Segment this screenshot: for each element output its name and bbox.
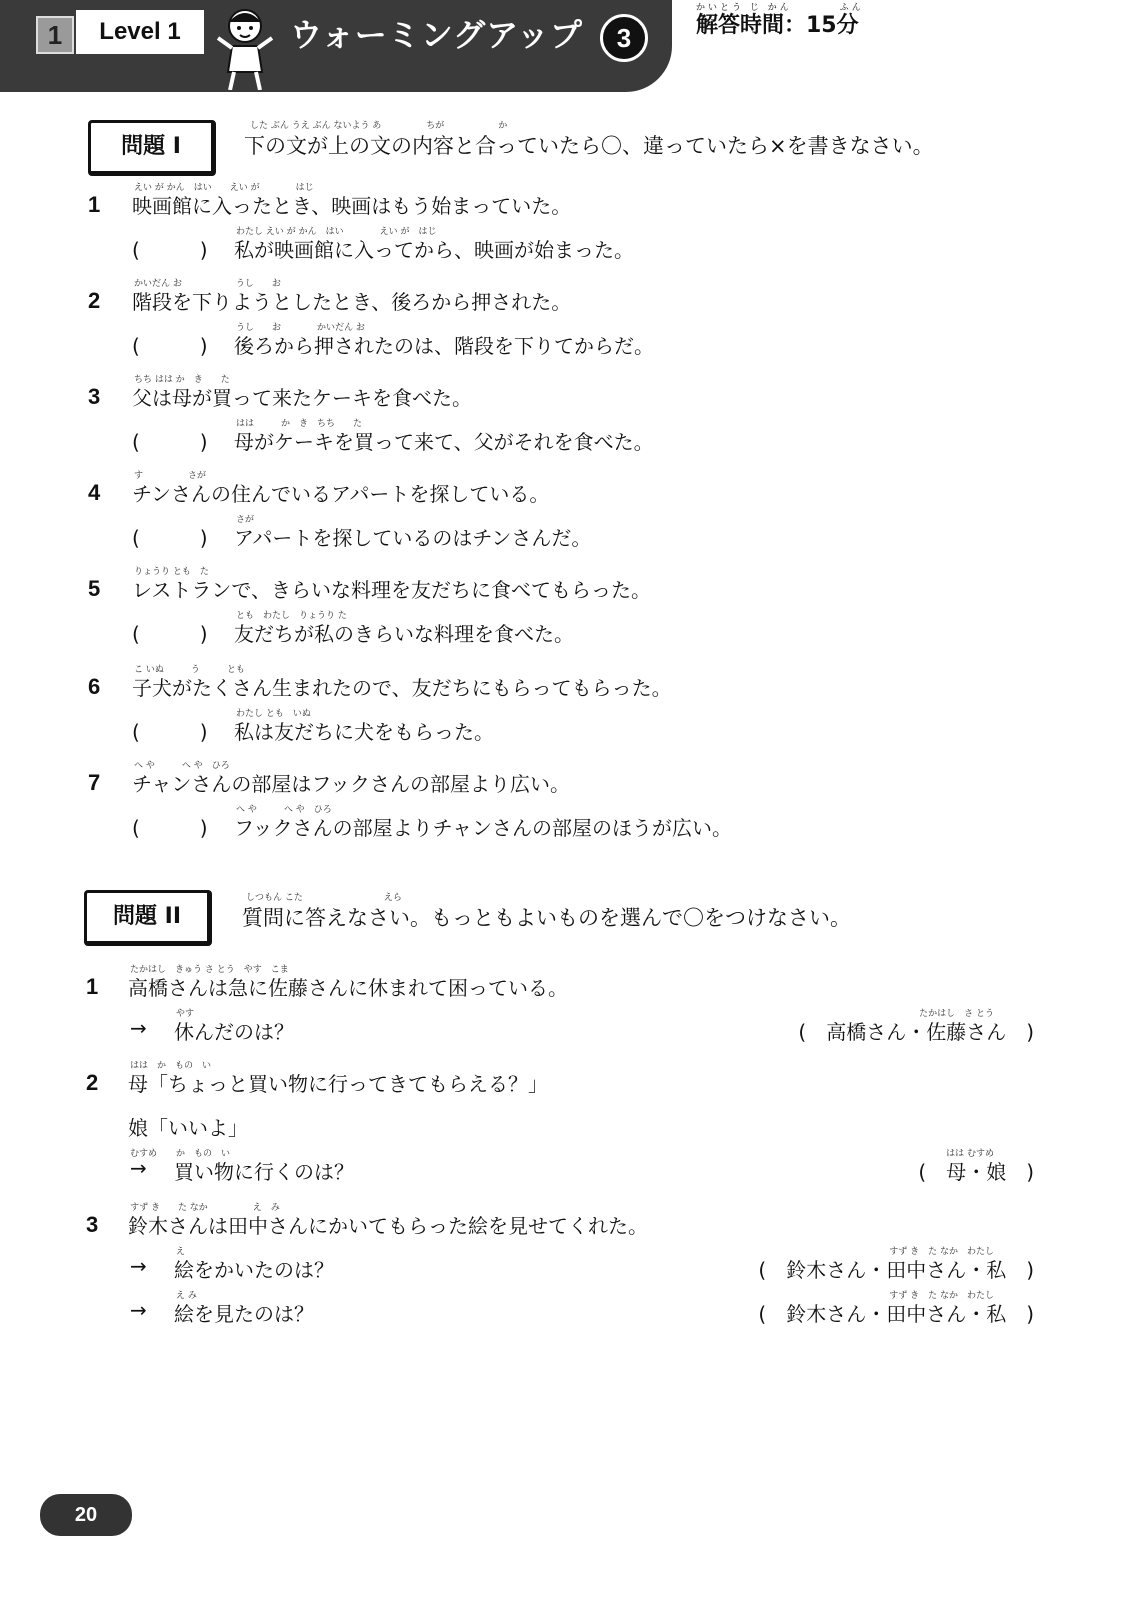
page-title: ウォーミングアップ — [290, 16, 583, 54]
item-ruby: かいだん お うし お — [134, 279, 281, 289]
chapter-number: 1 — [36, 16, 74, 54]
item-text: 映画館に入ったとき、映画はもう始まっていた。 — [132, 194, 572, 218]
item-sub-ruby: さが — [236, 515, 255, 525]
item-number: 2 — [88, 288, 101, 313]
problem-1-instruction: 下の文が上の文の内容と合っていたら〇、違っていたら×を書きなさい。 — [244, 134, 934, 158]
item-number: 4 — [88, 480, 101, 505]
item-text: 階段を下りようとしたとき、後ろから押された。 — [132, 290, 572, 314]
item-statement: 友だちが私のきらいな料理を食べた。 — [234, 622, 574, 646]
item-statement: 私が映画館に入ってから、映画が始まった。 — [234, 238, 634, 262]
item-ruby: こ いぬ う とも — [134, 665, 245, 675]
item-ruby: はは か もの い — [130, 1061, 212, 1071]
problem-2-instruction: 質問に答えなさい。もっともよいものを選んで〇をつけなさい。 — [242, 906, 851, 930]
item-sub-ruby: はは か き ちち た — [236, 419, 363, 429]
item-number: 1 — [86, 974, 99, 999]
choice-ruby: はは むすめ — [946, 1149, 994, 1159]
item-ruby: たかはし きゅう さ とう やす こま — [130, 965, 289, 975]
item-number: 7 — [88, 770, 101, 795]
item-statement: フックさんの部屋よりチャンさんの部屋のほうが広い。 — [234, 816, 732, 840]
item-text: レストランで、きらいな料理を友だちに食べてもらった。 — [132, 578, 651, 602]
question-text: 絵を見たのは？ — [174, 1302, 314, 1326]
page-number: 20 — [40, 1494, 132, 1536]
item-ruby: りょうり とも た — [134, 567, 209, 577]
arrow-icon: → — [130, 1156, 147, 1180]
question-text: 絵をかいたのは？ — [174, 1258, 334, 1282]
question-ruby: え み — [176, 1291, 197, 1301]
item-text: チャンさんの部屋はフックさんの部屋より広い。 — [132, 772, 570, 796]
question-text: 休んだのは？ — [174, 1020, 294, 1044]
answer-time: 解答時間：15分 — [696, 13, 859, 38]
item-sub-ruby: わたし えい が かん はい えい が はじ — [236, 227, 437, 237]
answer-blank[interactable]: ( ) — [132, 720, 208, 744]
answer-choices[interactable]: ( 鈴木さん・田中さん・私 ) — [758, 1302, 1034, 1326]
instruction-ruby: しつもん こた えら — [246, 893, 402, 903]
item-statement: 私は友だちに犬をもらった。 — [234, 720, 494, 744]
answer-blank[interactable]: ( ) — [132, 334, 208, 358]
item-text: 鈴木さんは田中さんにかいてもらった絵を見せてくれた。 — [128, 1214, 648, 1238]
header-banner — [0, 0, 672, 92]
level-label: Level 1 — [76, 10, 204, 54]
answer-blank[interactable]: ( ) — [132, 238, 208, 262]
item-sub-ruby: うし お かいだん お — [236, 323, 365, 333]
item-ruby: へ や へ や ひろ — [134, 761, 230, 771]
question-ruby: え — [176, 1247, 186, 1257]
item-statement: 母がケーキを買って来て、父がそれを食べた。 — [234, 430, 654, 454]
choice-ruby: すず き た なか わたし — [889, 1247, 994, 1257]
answer-choices[interactable]: ( 鈴木さん・田中さん・私 ) — [758, 1258, 1034, 1282]
item-text: 母「ちょっと買い物に行ってきてもらえる？」 — [128, 1072, 548, 1096]
choice-ruby: すず き た なか わたし — [889, 1291, 994, 1301]
item-statement: 後ろから押されたのは、階段を下りてからだ。 — [234, 334, 654, 358]
instruction-ruby: した ぶん うえ ぶん ないよう あ ちが か — [250, 121, 508, 131]
question-text: 買い物に行くのは？ — [174, 1160, 354, 1184]
problem-1-label: 問題 I — [88, 120, 216, 176]
item-text: 娘「いいよ」 — [128, 1116, 248, 1140]
item-number: 2 — [86, 1070, 99, 1095]
item-number: 1 — [88, 192, 101, 217]
answer-blank[interactable]: ( ) — [132, 816, 208, 840]
problem-2-label: 問題 II — [84, 890, 212, 946]
item-number: 6 — [88, 674, 101, 699]
answer-blank[interactable]: ( ) — [132, 622, 208, 646]
item-ruby: す さが — [134, 471, 207, 481]
answer-blank[interactable]: ( ) — [132, 430, 208, 454]
item-number: 3 — [86, 1212, 99, 1237]
question-ruby: か もの い — [176, 1149, 231, 1159]
item-text: 高橋さんは急に佐藤さんに休まれて困っている。 — [128, 976, 568, 1000]
item-ruby: えい が かん はい えい が はじ — [134, 183, 314, 193]
item-text: チンさんの住んでいるアパートを探している。 — [132, 482, 550, 506]
item-text: 子犬がたくさん生まれたので、友だちにもらってもらった。 — [132, 676, 672, 700]
answer-choices[interactable]: ( 母・娘 ) — [918, 1160, 1034, 1184]
item-sub-ruby: へ や へ や ひろ — [236, 805, 332, 815]
time-ruby: かいとう じ かん ふん — [696, 3, 864, 13]
arrow-icon: → — [130, 1016, 147, 1040]
answer-choices[interactable]: ( 高橋さん・佐藤さん ) — [798, 1020, 1034, 1044]
choice-ruby: たかはし さ とう — [919, 1009, 994, 1019]
title-number: 3 — [600, 14, 648, 62]
item-number: 5 — [88, 576, 101, 601]
arrow-icon: → — [130, 1254, 147, 1278]
item-ruby: ちち はは か き た — [134, 375, 230, 385]
line-ruby: むすめ — [130, 1149, 158, 1159]
arrow-icon: → — [130, 1298, 147, 1322]
item-text: 父は母が買って来たケーキを食べた。 — [132, 386, 472, 410]
answer-blank[interactable]: ( ) — [132, 526, 208, 550]
item-sub-ruby: とも わたし りょうり た — [236, 611, 347, 621]
item-sub-ruby: わたし とも いぬ — [236, 709, 311, 719]
item-ruby: すず き た なか え み — [130, 1203, 280, 1213]
item-number: 3 — [88, 384, 101, 409]
question-ruby: やす — [176, 1009, 195, 1019]
mascot-illustration — [210, 2, 280, 90]
item-statement: アパートを探しているのはチンさんだ。 — [234, 526, 592, 550]
